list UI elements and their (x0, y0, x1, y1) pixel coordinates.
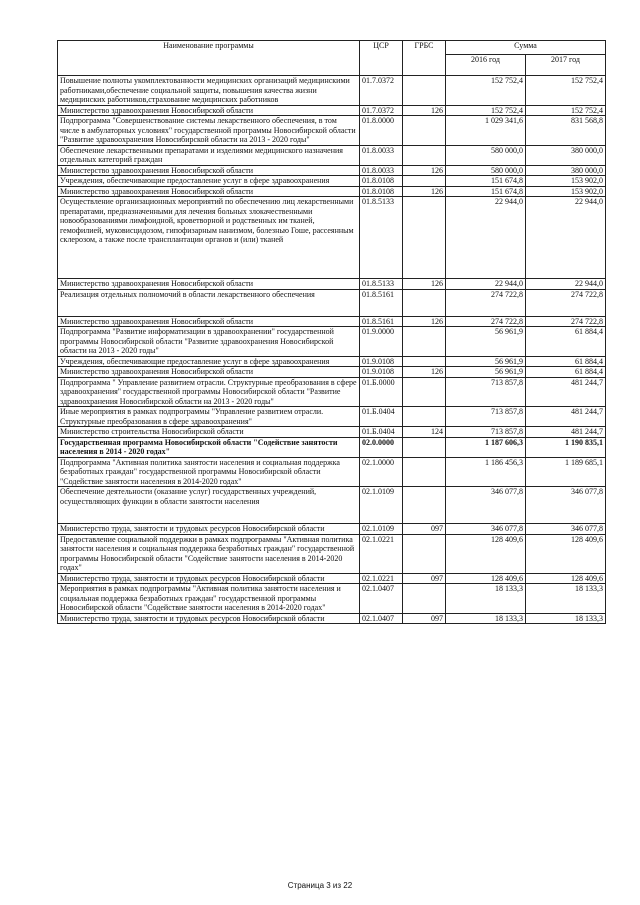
row-grbs: 097 (403, 613, 446, 624)
row-sum-2017: 22 944,0 (526, 197, 606, 279)
row-sum-2016: 128 409,6 (446, 534, 526, 573)
row-sum-2017: 346 077,8 (526, 487, 606, 524)
row-name: Министерство труда, занятости и трудовых ресурсов Новосибирской области (58, 573, 360, 584)
row-name: Министерство здравоохранения Новосибирской области (58, 316, 360, 327)
table-row (58, 524, 606, 535)
row-grbs (403, 534, 446, 573)
row-sum-2016: 1 186 456,3 (446, 457, 526, 487)
row-name: Подпрограмма " Управление развитием отрасли. Структурные преобразования в сфере здравоохранения" государственной программы Новосибирской области "Развитие здравоохранения Новосибирской области на 2013 - 2020 годы" (58, 377, 360, 407)
row-name: Министерство здравоохранения Новосибирской области (58, 279, 360, 290)
table-row (58, 145, 606, 165)
row-name: Обеспечение лекарственными препаратами и изделиями медицинского назначения отдельных категорий граждан (58, 145, 360, 165)
table-row (58, 279, 606, 290)
row-sum-2016: 152 752,4 (446, 76, 526, 106)
row-csr: 01.9.0108 (360, 367, 403, 378)
row-sum-2017: 128 409,6 (526, 573, 606, 584)
row-sum-2017: 61 884,4 (526, 327, 606, 357)
row-grbs: 097 (403, 524, 446, 535)
header-sum: Сумма (446, 41, 606, 55)
table-row (58, 76, 606, 106)
row-grbs: 126 (403, 279, 446, 290)
row-name: Подпрограмма "Развитие информатизации в здравоохранении" государственной программы Новосибирской области "Развитие здравоохранения Новосибирской области на 2013 - 2020 годы" (58, 327, 360, 357)
table-row (58, 186, 606, 197)
header-name: Наименование программы (58, 41, 360, 76)
row-sum-2017: 481 244,7 (526, 377, 606, 407)
row-csr: 02.1.0221 (360, 534, 403, 573)
table-row (58, 116, 606, 146)
row-csr: 01.8.0108 (360, 176, 403, 187)
row-sum-2016: 56 961,9 (446, 327, 526, 357)
row-sum-2016: 56 961,9 (446, 367, 526, 378)
row-sum-2016: 1 187 606,3 (446, 437, 526, 457)
row-sum-2017: 18 133,3 (526, 613, 606, 624)
table-row (58, 534, 606, 573)
table-row (58, 377, 606, 407)
row-grbs (403, 327, 446, 357)
row-name: Предоставление социальной поддержки в рамках подпрограммы "Активная политика занятости населения и социальная поддержка безработных граждан" государственной программы Новосибирской области "Содействие занятости населения в 2014-2020 годах" (58, 534, 360, 573)
row-csr: 02.1.0109 (360, 524, 403, 535)
row-grbs (403, 145, 446, 165)
row-sum-2017: 61 884,4 (526, 367, 606, 378)
row-name: Министерство строительства Новосибирской области (58, 427, 360, 438)
row-csr: 01.9.0000 (360, 327, 403, 357)
row-name: Повышение полноты укомплектованности медицинских организаций медицинскими работниками,обеспечение социальной защиты, повышения качества жизни медицинских работников,страхование медицинских работников (58, 76, 360, 106)
row-grbs: 126 (403, 105, 446, 116)
header-year-2017: 2017 год (526, 55, 606, 76)
row-grbs (403, 197, 446, 279)
row-sum-2016: 713 857,8 (446, 377, 526, 407)
row-csr: 01.9.0108 (360, 356, 403, 367)
table-row (58, 176, 606, 187)
row-sum-2017: 128 409,6 (526, 534, 606, 573)
row-name: Подпрограмма "Совершенствование системы лекарственного обеспечения, в том числе в амбулаторных условиях" государственной программы Новосибирской области "Развитие здравоохранения Новосибирской области на 2013 - 2020 годы" (58, 116, 360, 146)
row-name: Подпрограмма "Активная политика занятости населения и социальная поддержка безработных граждан" государственной программы Новосибирской области "Содействие занятости населения в 2014-2020 годах" (58, 457, 360, 487)
table-row (58, 316, 606, 327)
page-footer: Страница 3 из 22 (287, 881, 353, 890)
table-row (58, 573, 606, 584)
row-sum-2016: 713 857,8 (446, 427, 526, 438)
row-grbs (403, 457, 446, 487)
row-sum-2017: 152 752,4 (526, 76, 606, 106)
row-sum-2016: 18 133,3 (446, 613, 526, 624)
row-name: Министерство здравоохранения Новосибирской области (58, 105, 360, 116)
budget-table (57, 40, 606, 624)
row-sum-2016: 22 944,0 (446, 197, 526, 279)
row-sum-2016: 151 674,8 (446, 186, 526, 197)
row-csr: 02.1.0000 (360, 457, 403, 487)
row-sum-2017: 481 244,7 (526, 427, 606, 438)
row-csr: 01.Б.0404 (360, 427, 403, 438)
header-csr: ЦСР (360, 41, 403, 76)
row-sum-2017: 152 752,4 (526, 105, 606, 116)
header-grbs: ГРБС (403, 41, 446, 76)
row-sum-2016: 56 961,9 (446, 356, 526, 367)
row-sum-2017: 346 077,8 (526, 524, 606, 535)
row-grbs (403, 176, 446, 187)
row-csr: 01.8.0033 (360, 145, 403, 165)
row-name: Учреждения, обеспечивающие предоставление услуг в сфере здравоохранения (58, 356, 360, 367)
row-grbs: 097 (403, 573, 446, 584)
row-sum-2016: 152 752,4 (446, 105, 526, 116)
row-sum-2017: 380 000,0 (526, 145, 606, 165)
row-csr: 01.8.5133 (360, 279, 403, 290)
row-grbs (403, 437, 446, 457)
row-csr: 01.8.5161 (360, 289, 403, 316)
row-sum-2016: 713 857,8 (446, 407, 526, 427)
row-grbs: 126 (403, 367, 446, 378)
row-sum-2016: 346 077,8 (446, 487, 526, 524)
table-row (58, 165, 606, 176)
row-sum-2016: 580 000,0 (446, 145, 526, 165)
row-sum-2017: 1 189 685,1 (526, 457, 606, 487)
row-csr: 02.1.0221 (360, 573, 403, 584)
row-grbs (403, 116, 446, 146)
row-sum-2017: 1 190 835,1 (526, 437, 606, 457)
table-row (58, 197, 606, 279)
row-sum-2017: 380 000,0 (526, 165, 606, 176)
table-body (58, 76, 606, 624)
row-grbs (403, 289, 446, 316)
row-name: Обеспечение деятельности (оказание услуг) государственных учреждений, осуществляющих функции в области занятости населения (58, 487, 360, 524)
table-row (58, 584, 606, 614)
row-sum-2016: 580 000,0 (446, 165, 526, 176)
row-grbs: 126 (403, 316, 446, 327)
row-csr: 01.8.0000 (360, 116, 403, 146)
header-year-2016: 2016 год (446, 55, 526, 76)
row-name: Государственная программа Новосибирской области "Содействие занятости населения в 2014 - 2020 годах" (58, 437, 360, 457)
row-csr: 01.7.0372 (360, 76, 403, 106)
row-sum-2017: 274 722,8 (526, 289, 606, 316)
table-row (58, 487, 606, 524)
table-row (58, 437, 606, 457)
row-csr: 02.0.0000 (360, 437, 403, 457)
table-row (58, 407, 606, 427)
row-csr: 01.7.0372 (360, 105, 403, 116)
row-grbs (403, 76, 446, 106)
row-csr: 01.8.5133 (360, 197, 403, 279)
row-grbs (403, 377, 446, 407)
row-sum-2016: 274 722,8 (446, 316, 526, 327)
row-csr: 01.8.0108 (360, 186, 403, 197)
table-row (58, 457, 606, 487)
row-csr: 02.1.0407 (360, 584, 403, 614)
table-row (58, 327, 606, 357)
row-sum-2016: 128 409,6 (446, 573, 526, 584)
row-csr: 01.Б.0404 (360, 407, 403, 427)
row-grbs (403, 356, 446, 367)
row-grbs (403, 407, 446, 427)
row-sum-2017: 22 944,0 (526, 279, 606, 290)
row-grbs (403, 487, 446, 524)
row-name: Осуществление организационных мероприятий по обеспечению лиц лекарственными препаратами, предназначенными для лечения больных злокачественными новообразованиями лимфоидной, кроветворной и родственных им тканей, гемофилией, муковисцидозом, гипофизарным нанизмом, болезнью Гоше, рассеянным склерозом, а также после трансплантации органов и (или) тканей (58, 197, 360, 279)
row-name: Министерство труда, занятости и трудовых ресурсов Новосибирской области (58, 524, 360, 535)
table-row (58, 289, 606, 316)
row-name: Министерство здравоохранения Новосибирской области (58, 186, 360, 197)
table-row (58, 367, 606, 378)
row-name: Учреждения, обеспечивающие предоставление услуг в сфере здравоохранения (58, 176, 360, 187)
row-csr: 02.1.0407 (360, 613, 403, 624)
row-sum-2016: 346 077,8 (446, 524, 526, 535)
row-csr: 01.8.5161 (360, 316, 403, 327)
row-grbs: 126 (403, 186, 446, 197)
table-row (58, 105, 606, 116)
row-name: Реализация отдельных полномочий в области лекарственного обеспечения (58, 289, 360, 316)
row-name: Иные мероприятия в рамках подпрограммы "Управление развитием отрасли. Структурные преобразования в сфере здравоохранения" (58, 407, 360, 427)
row-name: Мероприятия в рамках подпрограммы "Активная политика занятости населения и социальная поддержка безработных граждан" государственной программы Новосибирской области "Содействие занятости населения в 2014-2020 годах" (58, 584, 360, 614)
row-sum-2016: 22 944,0 (446, 279, 526, 290)
row-grbs: 126 (403, 165, 446, 176)
table-row (58, 427, 606, 438)
row-sum-2017: 18 133,3 (526, 584, 606, 614)
row-sum-2017: 831 568,8 (526, 116, 606, 146)
row-sum-2016: 151 674,8 (446, 176, 526, 187)
row-grbs (403, 584, 446, 614)
row-sum-2016: 1 029 341,6 (446, 116, 526, 146)
row-csr: 02.1.0109 (360, 487, 403, 524)
row-csr: 01.Б.0000 (360, 377, 403, 407)
row-csr: 01.8.0033 (360, 165, 403, 176)
table-row (58, 613, 606, 624)
row-sum-2016: 18 133,3 (446, 584, 526, 614)
row-name: Министерство здравоохранения Новосибирской области (58, 165, 360, 176)
row-sum-2017: 61 884,4 (526, 356, 606, 367)
row-sum-2017: 274 722,8 (526, 316, 606, 327)
row-sum-2017: 153 902,0 (526, 176, 606, 187)
row-sum-2017: 481 244,7 (526, 407, 606, 427)
row-name: Министерство здравоохранения Новосибирской области (58, 367, 360, 378)
row-name: Министерство труда, занятости и трудовых ресурсов Новосибирской области (58, 613, 360, 624)
row-sum-2017: 153 902,0 (526, 186, 606, 197)
row-sum-2016: 274 722,8 (446, 289, 526, 316)
row-grbs: 124 (403, 427, 446, 438)
table-row (58, 356, 606, 367)
